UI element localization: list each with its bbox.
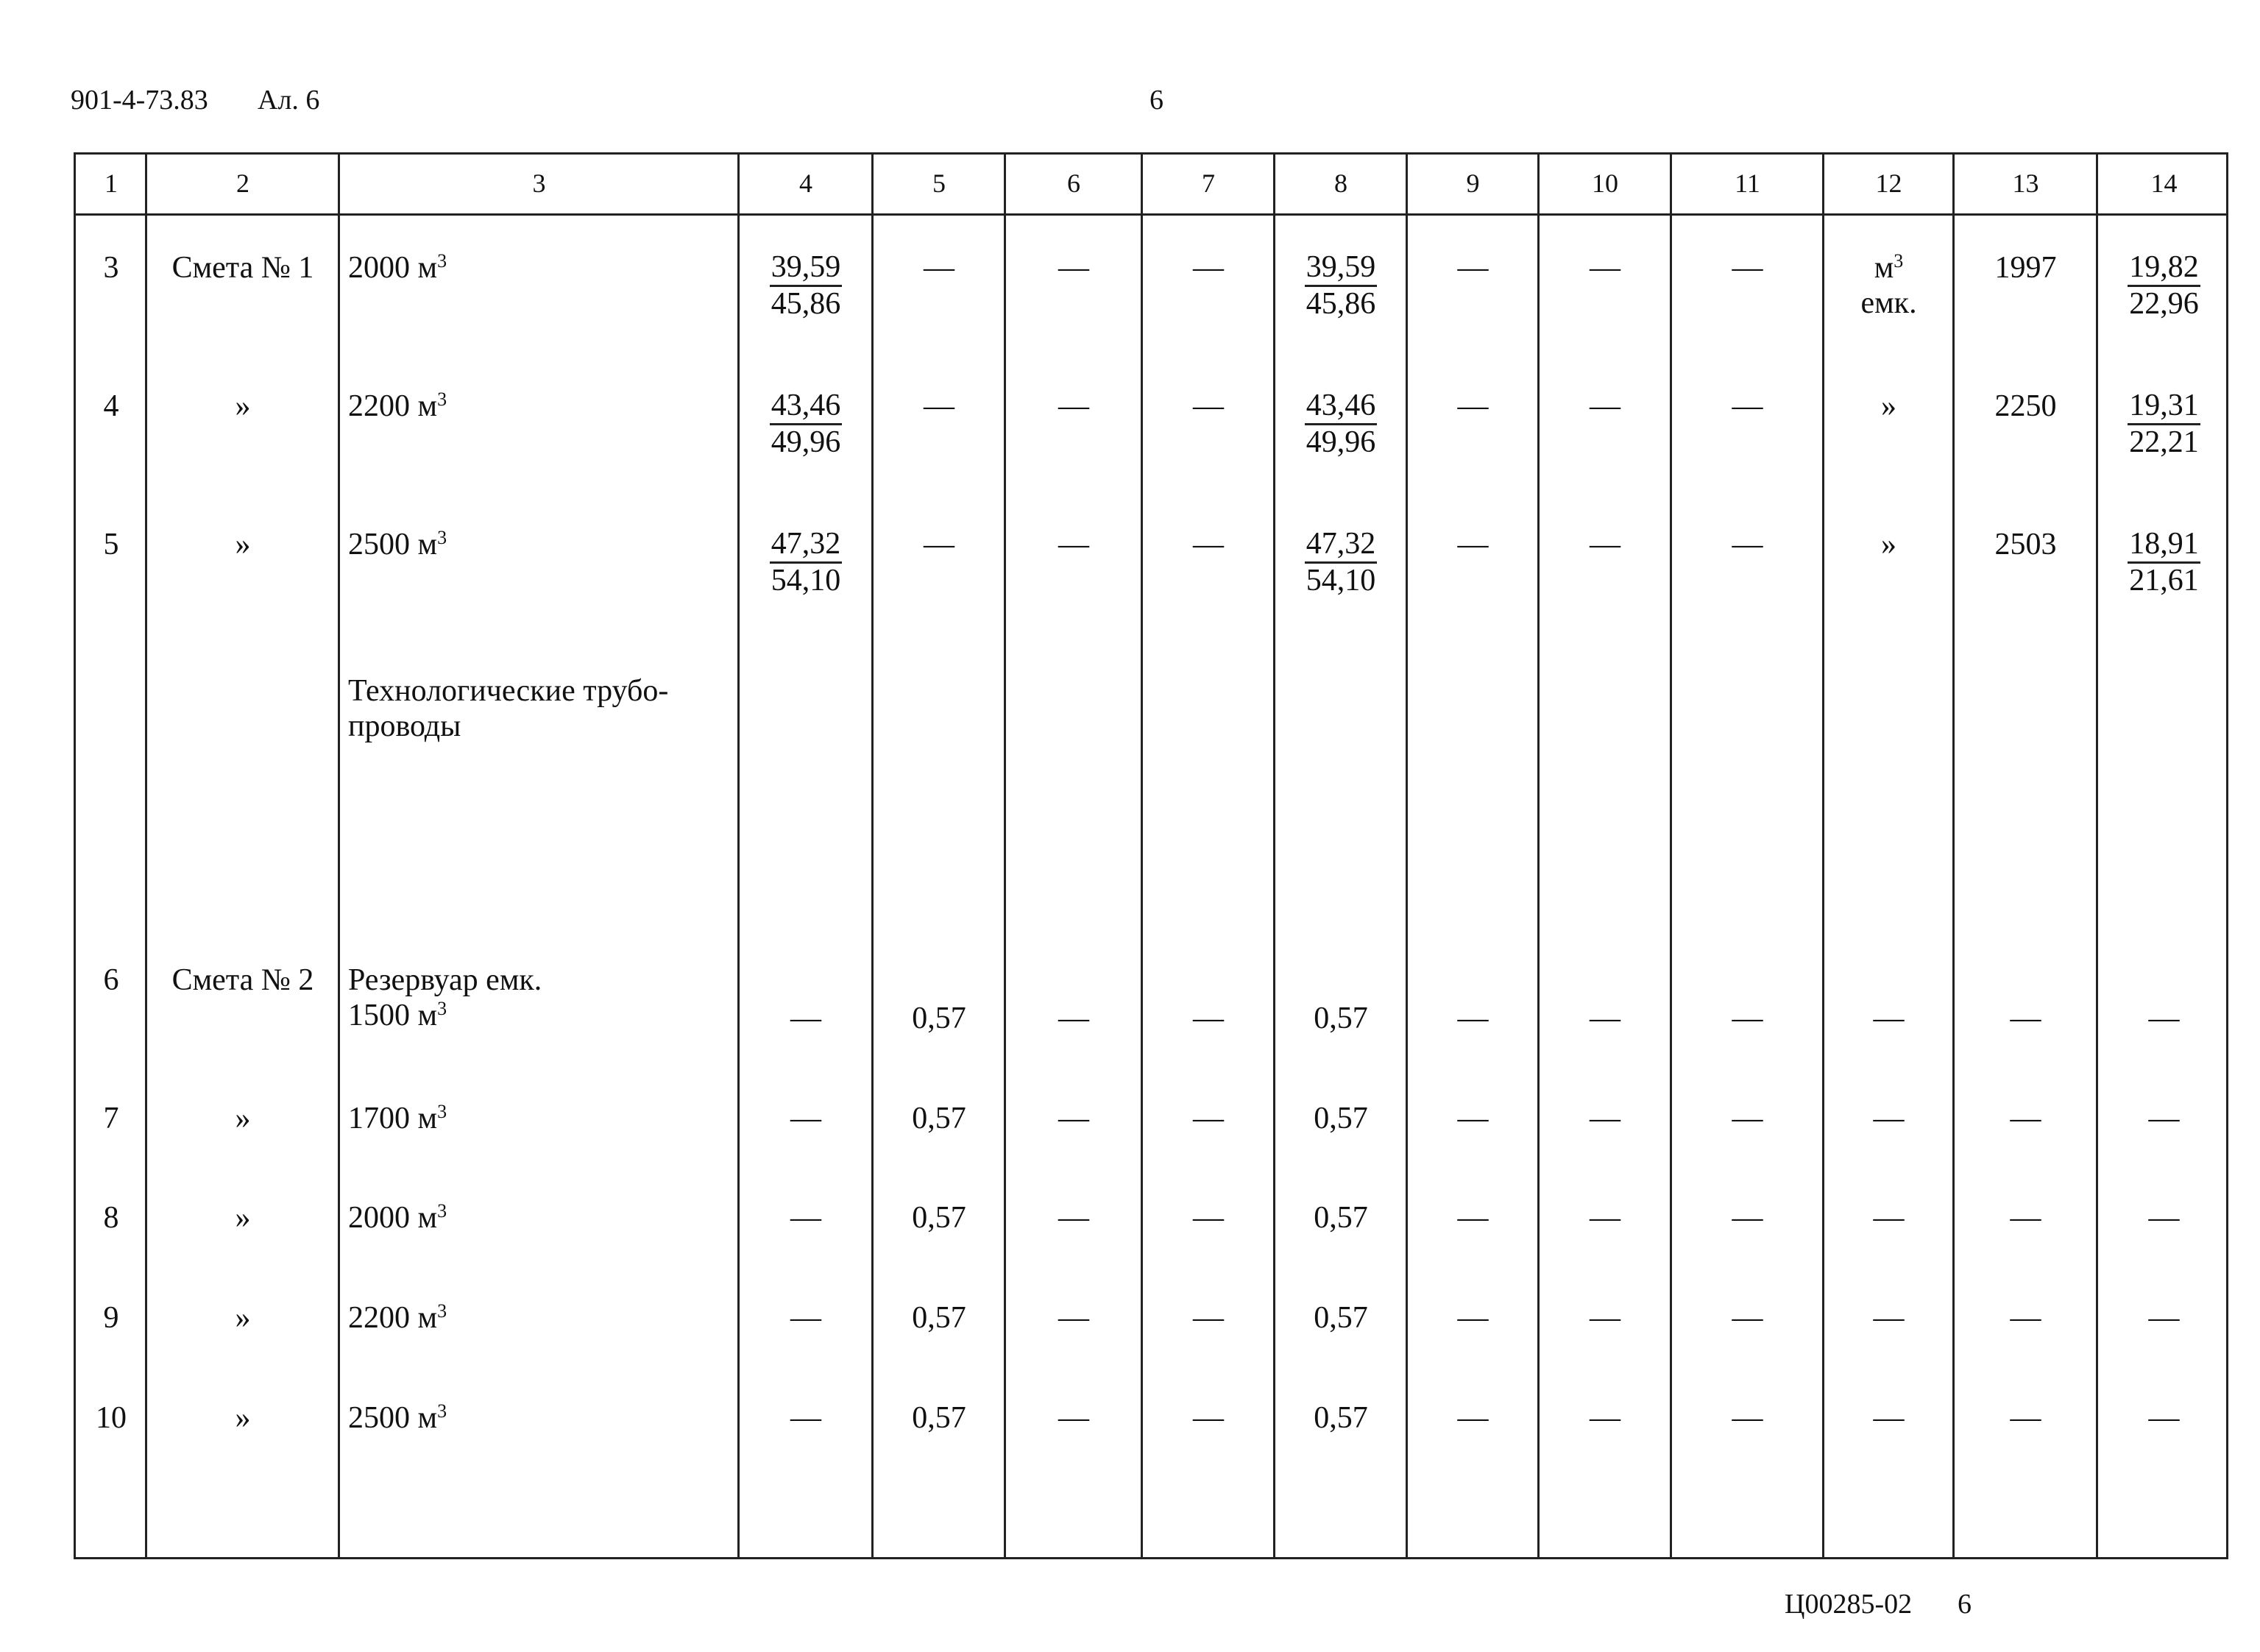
- col13-text: 2503: [1994, 528, 2057, 561]
- value-text: —: [1590, 1102, 1620, 1135]
- c7-value: [1142, 389, 1275, 424]
- dash: —: [1590, 389, 1620, 423]
- value-text: 0,57: [912, 1301, 966, 1335]
- dash: —: [1058, 389, 1089, 423]
- column-divider: [145, 155, 147, 1557]
- dash: —: [1732, 528, 1763, 561]
- col14-value: [2097, 250, 2231, 322]
- column-number-9: 9: [1466, 169, 1480, 198]
- fraction-denominator: 54,10: [771, 564, 841, 598]
- value-text: —: [1058, 1102, 1089, 1135]
- col13-value: [1954, 250, 2097, 286]
- c6-value: [1005, 1300, 1142, 1336]
- c10-value: [1539, 1001, 1671, 1036]
- superscript-3: 3: [437, 527, 447, 548]
- c14-value: [2097, 1300, 2231, 1336]
- fraction-numerator: 39,59: [770, 250, 843, 287]
- col4-fraction: [770, 527, 843, 598]
- superscript-3: 3: [1894, 250, 1904, 272]
- c9-value: [1407, 1400, 1539, 1436]
- value-text: —: [1732, 1401, 1763, 1435]
- column-divider: [1952, 155, 1955, 1557]
- value-text: —: [2010, 1102, 2041, 1135]
- c14-value: [2097, 1200, 2231, 1236]
- unit-text: м: [1874, 251, 1894, 285]
- row-number-text: 10: [96, 1401, 127, 1435]
- value-text: —: [790, 1102, 821, 1135]
- c11-value: [1671, 1300, 1824, 1336]
- column-number-7: 7: [1202, 169, 1215, 198]
- value-text: —: [2148, 1301, 2180, 1335]
- value-text: 0,57: [1314, 1301, 1368, 1335]
- superscript-3: 3: [437, 1300, 447, 1322]
- row-number: [76, 1101, 146, 1136]
- estimate-ref-text: Смета № 2: [171, 963, 314, 997]
- fraction-denominator: 49,96: [1306, 425, 1376, 460]
- c11-value: [1671, 1101, 1824, 1136]
- superscript-3: 3: [437, 1200, 447, 1222]
- column-divider: [338, 155, 340, 1557]
- row-number: [76, 1200, 146, 1236]
- c4-value: [739, 1200, 873, 1236]
- c10-value: [1539, 527, 1671, 562]
- section-title-line-1: Технологические трубо-: [348, 674, 669, 708]
- column-number-8: 8: [1334, 169, 1347, 198]
- section-title: [348, 673, 739, 745]
- col8-fraction: [1305, 527, 1378, 598]
- superscript-3: 3: [437, 389, 447, 410]
- value-text: —: [1873, 1102, 1905, 1135]
- fraction-numerator: 19,82: [2128, 250, 2200, 287]
- column-divider: [737, 155, 740, 1557]
- value-text: —: [1732, 1301, 1763, 1335]
- column-number-1: 1: [105, 169, 118, 198]
- c8-value: [1275, 1200, 1407, 1236]
- header-divider: [76, 213, 2226, 216]
- column-number-14: 14: [2150, 169, 2178, 198]
- c11-value: [1671, 389, 1824, 424]
- c9-value: [1407, 389, 1539, 424]
- c5-value: [873, 1200, 1005, 1236]
- fraction-denominator: 21,61: [2129, 564, 2199, 598]
- row-number-text: 3: [103, 251, 119, 285]
- c12-value: [1824, 1101, 1954, 1136]
- value-text: —: [790, 1201, 821, 1235]
- fraction-numerator: 39,59: [1305, 250, 1378, 287]
- c8-value: [1275, 1300, 1407, 1336]
- fraction-denominator: 49,96: [771, 425, 841, 460]
- c7-value: [1142, 1101, 1275, 1136]
- row-number-text: 6: [103, 963, 119, 997]
- c6-value: [1005, 1101, 1142, 1136]
- dash: —: [1590, 251, 1620, 285]
- c10-value: [1539, 250, 1671, 286]
- c11-value: [1671, 527, 1824, 562]
- fraction-numerator: 18,91: [2128, 527, 2200, 564]
- fraction-denominator: 45,86: [1306, 287, 1376, 322]
- dash: —: [1193, 389, 1224, 423]
- value-text: —: [790, 1002, 821, 1035]
- col14-fraction: [2128, 527, 2200, 598]
- c7-value: [1142, 1300, 1275, 1336]
- estimate-ref-text: Смета № 1: [171, 251, 314, 285]
- column-number-2: 2: [236, 169, 249, 198]
- capacity-cell: [348, 1300, 739, 1336]
- value-text: —: [2148, 1102, 2180, 1135]
- estimate-ref-text: »: [235, 1401, 251, 1435]
- value-text: —: [790, 1301, 821, 1335]
- capacity-text: 2200 м: [348, 1301, 438, 1335]
- value-text: —: [1873, 1401, 1905, 1435]
- c5-value: [873, 1400, 1005, 1436]
- c7-value: [1142, 1400, 1275, 1436]
- c11-value: [1671, 1400, 1824, 1436]
- column-divider: [1004, 155, 1006, 1557]
- value-text: 0,57: [912, 1002, 966, 1035]
- c4-value: [739, 1001, 873, 1036]
- estimate-ref-text: »: [235, 1301, 251, 1335]
- value-text: —: [2010, 1401, 2041, 1435]
- column-divider: [1273, 155, 1275, 1557]
- value-text: —: [1193, 1401, 1224, 1435]
- c9-value: [1407, 1101, 1539, 1136]
- c8-value: [1275, 1101, 1407, 1136]
- fraction-numerator: 19,31: [2128, 389, 2200, 425]
- c13-value: [1954, 1400, 2097, 1436]
- superscript-3: 3: [437, 998, 447, 1020]
- row-number: [76, 250, 146, 286]
- col14-fraction: [2128, 389, 2200, 460]
- column-number-6: 6: [1067, 169, 1080, 198]
- value-text: —: [1457, 1102, 1489, 1135]
- page-number: 6: [1150, 85, 1163, 116]
- c14-value: [2097, 1400, 2231, 1436]
- c12-value: [1824, 1400, 1954, 1436]
- row-number: [76, 963, 146, 998]
- value-text: —: [2010, 1201, 2041, 1235]
- c5-value: [873, 1101, 1005, 1136]
- value-text: —: [1590, 1401, 1620, 1435]
- col8-fraction: [1305, 250, 1378, 322]
- col4-value: [739, 527, 873, 598]
- value-text: —: [2148, 1002, 2180, 1035]
- estimate-ref: [146, 1200, 339, 1236]
- col14-value: [2097, 527, 2231, 598]
- unit-cell: [1824, 389, 1954, 424]
- unit-text: »: [1881, 389, 1896, 423]
- c10-value: [1539, 1300, 1671, 1336]
- c12-value: [1824, 1300, 1954, 1336]
- estimate-table: [74, 152, 2228, 1559]
- row-number-text: 9: [103, 1301, 119, 1335]
- c5-value: [873, 527, 1005, 562]
- row-number: [76, 1400, 146, 1436]
- column-number-5: 5: [932, 169, 946, 198]
- col13-text: 1997: [1994, 251, 2057, 285]
- c11-value: [1671, 1200, 1824, 1236]
- col13-text: 2250: [1994, 389, 2057, 423]
- estimate-ref: [146, 963, 339, 998]
- column-divider: [1141, 155, 1143, 1557]
- value-text: 0,57: [1314, 1002, 1368, 1035]
- column-divider: [1822, 155, 1824, 1557]
- c9-value: [1407, 1001, 1539, 1036]
- c5-value: [873, 250, 1005, 286]
- capacity-cell: [348, 389, 739, 424]
- col4-value: [739, 250, 873, 322]
- capacity-text: 2200 м: [348, 389, 438, 423]
- superscript-3: 3: [437, 1400, 447, 1422]
- value-text: —: [1590, 1301, 1620, 1335]
- value-text: —: [1732, 1102, 1763, 1135]
- estimate-ref-text: »: [235, 1102, 251, 1135]
- estimate-ref: [146, 389, 339, 424]
- c4-value: [739, 1400, 873, 1436]
- row-number: [76, 1300, 146, 1336]
- row-number-text: 5: [103, 528, 119, 561]
- dash: —: [1732, 389, 1763, 423]
- capacity-text: 2500 м: [348, 1401, 438, 1435]
- c13-value: [1954, 1001, 2097, 1036]
- c13-value: [1954, 1200, 2097, 1236]
- c13-value: [1954, 1300, 2097, 1336]
- dash: —: [1058, 251, 1089, 285]
- c11-value: [1671, 1001, 1824, 1036]
- column-divider: [1406, 155, 1408, 1557]
- footer-page-number: 6: [1958, 1589, 1972, 1620]
- value-text: —: [1873, 1201, 1905, 1235]
- fraction-denominator: 54,10: [1306, 564, 1376, 598]
- fraction-numerator: 43,46: [1305, 389, 1378, 425]
- c5-value: [873, 389, 1005, 424]
- dash: —: [1193, 528, 1224, 561]
- fraction-numerator: 47,32: [1305, 527, 1378, 564]
- fraction-numerator: 47,32: [770, 527, 843, 564]
- dash: —: [1058, 528, 1089, 561]
- value-text: —: [2148, 1201, 2180, 1235]
- capacity-text: 1500 м: [348, 999, 438, 1033]
- value-text: 0,57: [912, 1401, 966, 1435]
- c10-value: [1539, 389, 1671, 424]
- capacity-label: Резервуар емк.: [348, 963, 542, 997]
- column-number-13: 13: [2012, 169, 2039, 198]
- value-text: —: [1457, 1002, 1489, 1035]
- c6-value: [1005, 1400, 1142, 1436]
- c14-value: [2097, 1101, 2231, 1136]
- column-number-12: 12: [1875, 169, 1902, 198]
- capacity-text: 2000 м: [348, 251, 438, 285]
- dash: —: [1457, 389, 1489, 423]
- estimate-ref: [146, 527, 339, 562]
- column-number-4: 4: [799, 169, 812, 198]
- col13-value: [1954, 527, 2097, 562]
- capacity-cell: [348, 1101, 739, 1136]
- fraction-denominator: 22,96: [2129, 287, 2199, 322]
- c7-value: [1142, 1200, 1275, 1236]
- section-title-line-2: проводы: [348, 709, 461, 744]
- value-text: 0,57: [912, 1201, 966, 1235]
- c7-value: [1142, 250, 1275, 286]
- dash: —: [924, 389, 954, 423]
- c6-value: [1005, 1200, 1142, 1236]
- estimate-ref-text: »: [235, 528, 251, 561]
- col4-fraction: [770, 250, 843, 322]
- dash: —: [1457, 251, 1489, 285]
- row-number-text: 7: [103, 1102, 119, 1135]
- capacity-cell: [348, 527, 739, 562]
- row-number: [76, 389, 146, 424]
- estimate-ref: [146, 1101, 339, 1136]
- value-text: —: [2148, 1401, 2180, 1435]
- dash: —: [1732, 251, 1763, 285]
- c6-value: [1005, 389, 1142, 424]
- c7-value: [1142, 527, 1275, 562]
- c10-value: [1539, 1400, 1671, 1436]
- c6-value: [1005, 527, 1142, 562]
- unit-cell: [1824, 527, 1954, 562]
- column-number-10: 10: [1592, 169, 1618, 198]
- value-text: —: [1193, 1102, 1224, 1135]
- col4-value: [739, 389, 873, 460]
- capacity-cell: [348, 1400, 739, 1436]
- value-text: —: [1058, 1002, 1089, 1035]
- dash: —: [1590, 528, 1620, 561]
- superscript-3: 3: [437, 250, 447, 272]
- estimate-ref: [146, 250, 339, 286]
- c14-value: [2097, 1001, 2231, 1036]
- c9-value: [1407, 250, 1539, 286]
- col14-value: [2097, 389, 2231, 460]
- value-text: —: [1193, 1201, 1224, 1235]
- unit-text: »: [1881, 528, 1896, 561]
- estimate-ref-text: »: [235, 1201, 251, 1235]
- col4-fraction: [770, 389, 843, 460]
- value-text: —: [2010, 1301, 2041, 1335]
- capacity-text: 1700 м: [348, 1102, 438, 1135]
- estimate-ref: [146, 1300, 339, 1336]
- col14-fraction: [2128, 250, 2200, 322]
- superscript-3: 3: [437, 1101, 447, 1122]
- value-text: —: [1058, 1401, 1089, 1435]
- value-text: 0,57: [1314, 1201, 1368, 1235]
- c6-value: [1005, 250, 1142, 286]
- value-text: —: [1873, 1002, 1905, 1035]
- c10-value: [1539, 1200, 1671, 1236]
- column-divider: [871, 155, 874, 1557]
- value-text: —: [1193, 1002, 1224, 1035]
- col8-fraction: [1305, 389, 1378, 460]
- c4-value: [739, 1101, 873, 1136]
- c5-value: [873, 1300, 1005, 1336]
- document-code: 901-4-73.83: [71, 85, 208, 116]
- row-number-text: 4: [103, 389, 119, 423]
- c12-value: [1824, 1200, 1954, 1236]
- col8-value: [1275, 527, 1407, 598]
- dash: —: [924, 251, 954, 285]
- c6-value: [1005, 1001, 1142, 1036]
- dash: —: [1193, 251, 1224, 285]
- value-text: —: [1457, 1401, 1489, 1435]
- value-text: —: [1193, 1301, 1224, 1335]
- fraction-denominator: 45,86: [771, 287, 841, 322]
- unit-text-2: емк.: [1860, 286, 1917, 321]
- estimate-ref-text: »: [235, 389, 251, 423]
- value-text: —: [1732, 1002, 1763, 1035]
- estimate-ref: [146, 1400, 339, 1436]
- value-text: —: [1058, 1201, 1089, 1235]
- col13-value: [1954, 389, 2097, 424]
- fraction-denominator: 22,21: [2129, 425, 2199, 460]
- value-text: —: [790, 1401, 821, 1435]
- dash: —: [1457, 528, 1489, 561]
- footer-code: Ц00285-02: [1785, 1589, 1913, 1620]
- column-divider: [2096, 155, 2098, 1557]
- col8-value: [1275, 250, 1407, 322]
- c4-value: [739, 1300, 873, 1336]
- value-text: —: [2010, 1002, 2041, 1035]
- capacity-cell: [348, 963, 739, 1034]
- album-number: Ал. 6: [258, 85, 320, 116]
- fraction-numerator: 43,46: [770, 389, 843, 425]
- capacity-text: 2000 м: [348, 1201, 438, 1235]
- value-text: 0,57: [1314, 1102, 1368, 1135]
- c10-value: [1539, 1101, 1671, 1136]
- c9-value: [1407, 527, 1539, 562]
- value-text: 0,57: [912, 1102, 966, 1135]
- row-number-text: 8: [103, 1201, 119, 1235]
- capacity-text: 2500 м: [348, 528, 438, 561]
- c11-value: [1671, 250, 1824, 286]
- column-number-3: 3: [532, 169, 546, 198]
- c5-value: [873, 1001, 1005, 1036]
- dash: —: [924, 528, 954, 561]
- unit-cell: [1824, 250, 1954, 322]
- capacity-cell: [348, 250, 739, 286]
- row-number: [76, 527, 146, 562]
- value-text: —: [1590, 1201, 1620, 1235]
- col8-value: [1275, 389, 1407, 460]
- c9-value: [1407, 1200, 1539, 1236]
- c12-value: [1824, 1001, 1954, 1036]
- column-divider: [1537, 155, 1540, 1557]
- capacity-cell: [348, 1200, 739, 1236]
- c9-value: [1407, 1300, 1539, 1336]
- value-text: —: [1457, 1201, 1489, 1235]
- value-text: —: [1732, 1201, 1763, 1235]
- c7-value: [1142, 1001, 1275, 1036]
- value-text: —: [1873, 1301, 1905, 1335]
- column-divider: [1670, 155, 1672, 1557]
- column-number-11: 11: [1735, 169, 1760, 198]
- c8-value: [1275, 1001, 1407, 1036]
- value-text: 0,57: [1314, 1401, 1368, 1435]
- value-text: —: [1457, 1301, 1489, 1335]
- value-text: —: [1590, 1002, 1620, 1035]
- c13-value: [1954, 1101, 2097, 1136]
- c8-value: [1275, 1400, 1407, 1436]
- value-text: —: [1058, 1301, 1089, 1335]
